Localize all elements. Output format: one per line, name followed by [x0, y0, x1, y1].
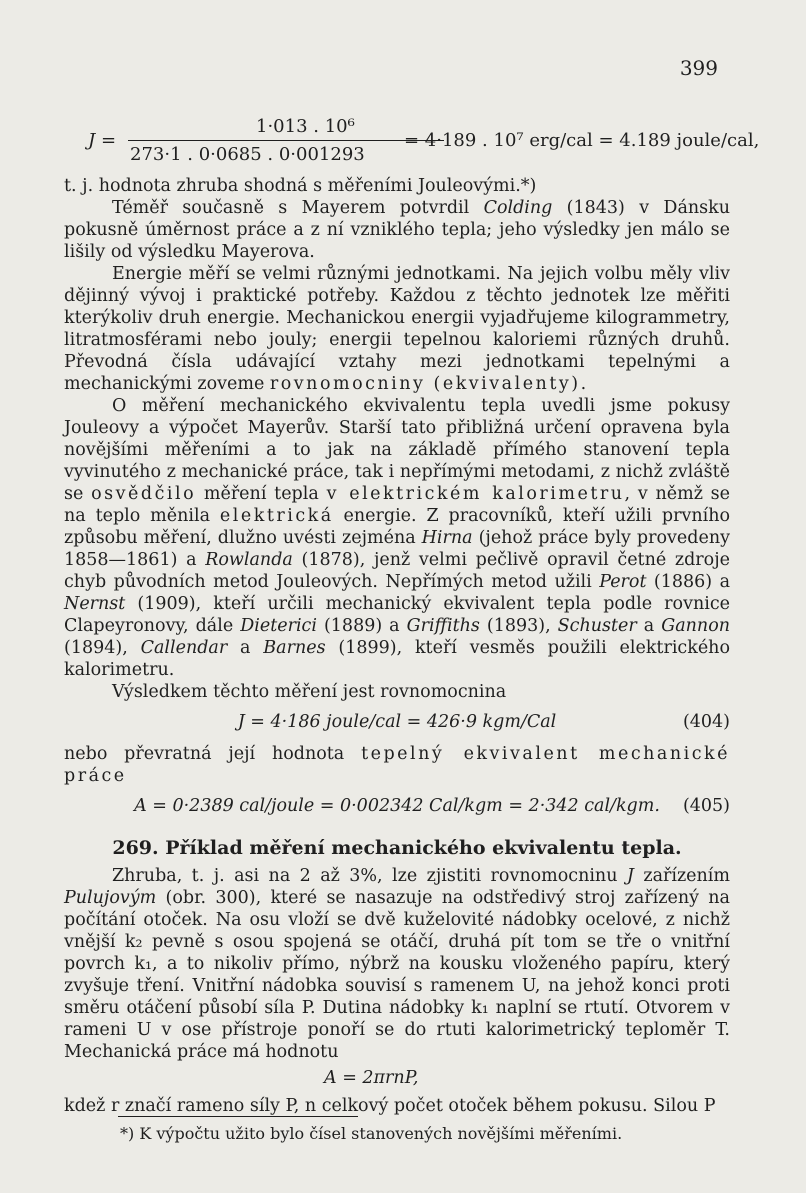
fraction-bar — [128, 140, 444, 141]
term: v elektrickém kalorimetru — [326, 484, 625, 504]
paragraph-5 — [64, 743, 730, 787]
name: Callendar — [140, 638, 228, 658]
text: zařízením — [633, 866, 730, 886]
name: Pulujovým — [64, 888, 157, 908]
paragraph-6 — [64, 865, 730, 1063]
text: (obr. 300), které se nasazuje na odstředivý stroj zařízený na počítání otoček. Na osu vloží se dvě kuželovité nádobky ocelové, z nichž vnější k₂ pevně s osou spojená se otáčí, druhá pít tom se tře o vnitřní povrch k₁, a to nikoliv přímo, nýbrž na kousku vloženého papíru, který zvyšuje tření. Vnitřní nádobka souvisí s ramenem U, na jehož konci proti směru otáčení působí síla P. Dutina nádobky k₁ naplní se rtutí. Otvorem v rameni U v ose přístroje ponoří se do rtuti kalorimetrický teploměr T. Mechanická práce má hodnotu — [64, 888, 730, 1062]
text: (1886) a — [646, 572, 731, 592]
page-number: 399 — [679, 56, 718, 80]
paragraph-2 — [64, 263, 730, 395]
eq-405-number: (405) — [682, 796, 730, 816]
eq-404-number: (404) — [682, 712, 730, 732]
text: , v němž se na teplo měnila — [64, 484, 731, 526]
eq-lhs: J = — [88, 130, 117, 151]
text: energie. Z pracovníků, kteří užili prvního způsobu měření, dlužno uvésti zejména — [64, 506, 731, 548]
text: měření tepla — [196, 484, 327, 504]
text: (1843) v Dánsku pokusně úměrnost práce a z ní vzniklého tepla; jeho výsledky jen málo se lišily od výsledku Mayerova. — [64, 198, 731, 262]
eq-numerator: 1·013 . 10⁶ — [256, 116, 355, 137]
text: Energie měří se velmi různými jednotkami. Na jejich volbu měly vliv dějinný vývoj i praktické potřeby. Každou z těchto jednotek lze měřiti kterýkoliv druh energie. Mechanickou energii vyjadřujeme kilogrammetry, litratmosférami nebo jouly; energii tepelnou kaloriemi různých druhů. Převodná čísla udávající vztahy mezi jednotkami tepelnými a mechanickými zoveme — [64, 264, 730, 394]
text: (1889) a — [316, 616, 407, 636]
name: Schuster — [557, 616, 637, 636]
name: Gannon — [661, 616, 730, 636]
eq-405-formula: A = 0·2389 cal/joule = 0·002342 Cal/kgm = 2·342 cal/kgm. — [134, 796, 660, 816]
equation-404 — [64, 703, 730, 743]
text: (1899), kteří vesměs použili elektrického kalorimetru. — [64, 638, 730, 680]
paragraph-1 — [64, 175, 730, 263]
term: elektrická — [219, 506, 334, 526]
eq-404-formula: J = 4·186 joule/cal = 426·9 kgm/Cal — [237, 712, 557, 732]
paragraph-3 — [64, 395, 730, 681]
eq-work-formula: A = 2πrnP, — [324, 1068, 419, 1088]
symbol: J — [626, 866, 634, 886]
section-heading: 269. Příklad měření mechanického ekvivalentu tepla. — [112, 837, 682, 859]
name: Nernst — [64, 594, 126, 614]
name: Hirna — [421, 528, 473, 548]
text: Zhruba, t. j. asi na 2 až 3%, lze zjistiti rovnomocninu — [112, 866, 627, 886]
text: (1893), — [479, 616, 558, 636]
text: . — [580, 374, 587, 394]
text: Téměř současně s Mayerem potvrdil — [112, 198, 484, 218]
name: Perot — [599, 572, 647, 592]
page-body — [64, 175, 730, 1117]
text: a — [636, 616, 662, 636]
line-te: t. j. hodnota zhruba shodná s měřeními Jouleovými.*) — [64, 176, 537, 196]
name: Dieterici — [240, 616, 317, 636]
eq-rhs: = 4·189 . 10⁷ erg/cal = 4.189 joule/cal, — [404, 130, 760, 151]
text: (jehož práce byly provedeny 1858—1861) a — [64, 528, 730, 570]
text: a — [227, 638, 264, 658]
term: tepelný ekvivalent mechanické práce — [64, 744, 730, 786]
name: Barnes — [263, 638, 326, 658]
text: O měření mechanického ekvivalentu tepla uvedli jsme pokusy Jouleovy a výpočet Mayerův. Starší tato přibližná určení opravena byla novějšími měřeními a to jak na základě přímého stanovení tepla vyvinutého z mechanické práce, tak i nepřímými metodami, z nichž zvláště se — [64, 396, 730, 504]
name: Griffiths — [406, 616, 480, 636]
footnote-rule — [118, 1116, 358, 1117]
eq-denominator: 273·1 . 0·0685 . 0·001293 — [130, 144, 365, 165]
text: nebo převratná její hodnota — [64, 744, 362, 764]
paragraph-7: kdež r značí rameno síly P, n celkový počet otoček během pokusu. Silou P — [64, 1096, 716, 1116]
paragraph-4: Výsledkem těchto měření jest rovnomocnina — [112, 682, 507, 702]
equation-work — [64, 1063, 730, 1095]
footnote: *) K výpočtu užito bylo čísel stanovených novějšími měřeními. — [120, 1124, 623, 1143]
name: Rowlanda — [205, 550, 293, 570]
text: (1894), — [64, 638, 141, 658]
text: (1909), kteří určili mechanický ekvivalent tepla podle rovnice Clapeyronovy, dále — [64, 594, 730, 636]
term: osvědčilo — [91, 484, 197, 504]
equation-joule-calc — [88, 114, 760, 170]
text: (1878), jenž velmi pečlivě opravil četné zdroje chyb původních metod Jouleových. Nepřímých metod užili — [64, 550, 730, 592]
equation-405 — [64, 787, 730, 827]
term-rovnomocniny: rovnomocniny (ekvivalenty) — [269, 374, 581, 394]
name-colding: Colding — [483, 198, 553, 218]
